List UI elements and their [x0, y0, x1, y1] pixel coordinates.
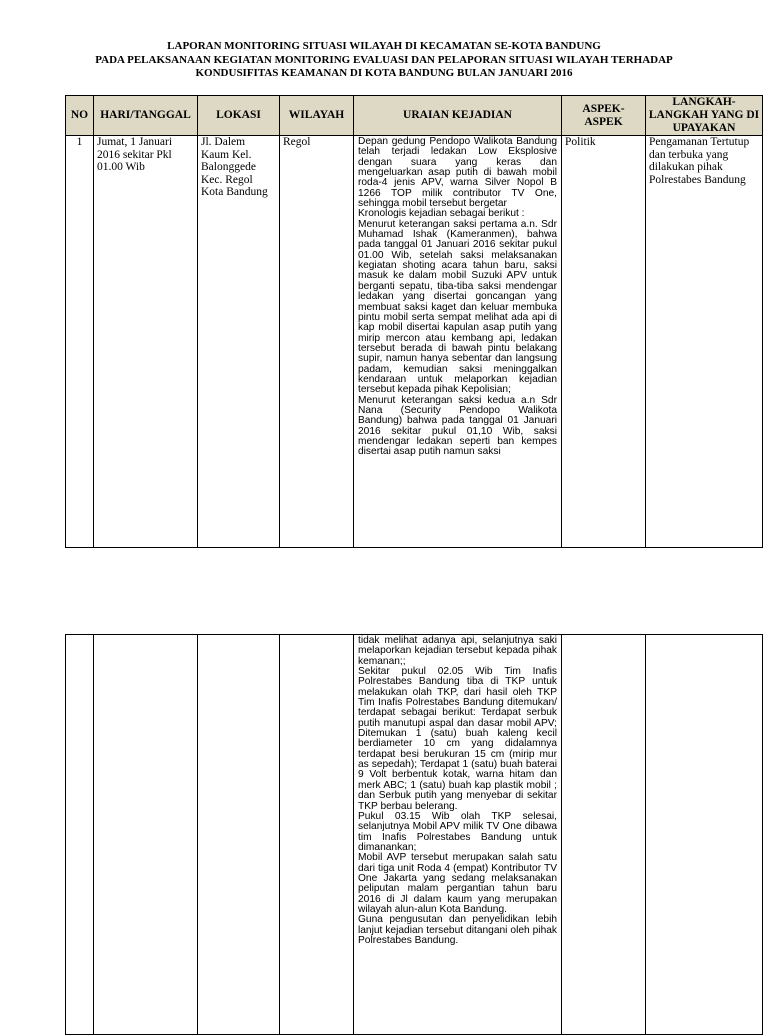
header-langkah: LANGKAH-LANGKAH YANG DI UPAYAKAN: [646, 96, 763, 136]
uraian-paragraph: tidak melihat adanya api, selanjutnya saki melaporkan kejadian tersebut kepada pihak kemanan;;: [358, 635, 557, 667]
title-line-2: PADA PELAKSANAAN KEGIATAN MONITORING EVALUASI DAN PELAPORAN SITUASI WILAYAH TERHADAP: [95, 53, 673, 66]
uraian-paragraph: Guna pengusutan dan penyelidikan lebih lanjut kejadian tersebut ditangani oleh pihak Polrestabes Bandung.: [358, 914, 557, 946]
title-line-3: KONDUSIFITAS KEAMANAN DI KOTA BANDUNG BULAN JANUARI 2016: [195, 67, 573, 79]
uraian-paragraph: Depan gedung Pendopo Walikota Bandung telah terjadi ledakan Low Eksplosive dengan suara yang keras dan mengeluarkan asap putih di bawah mobil roda-4 jenis APV, warna Silver Nopol B 1266 TOP milik contributor TV One, sehingga mobil tersebut bergetar: [358, 136, 557, 210]
cell-langkah: Pengamanan Tertutup dan terbuka yang dilakukan pihak Polrestabes Bandung: [646, 136, 763, 548]
report-table: [65, 95, 763, 548]
cell-uraian-kejadian: [354, 635, 562, 1035]
uraian-paragraph: Menurut keterangan saksi pertama a.n. Sdr Muhamad Ishak (Kameranmen), bahwa pada tanggal 01 Januari 2016 sekitar pukul 01.00 Wib, setelah saksi melaksanakan kegiatan shoting acara tahun baru, saksi masuk ke dalam mobil Suzuki APV untuk berganti sepatu, tiba-tiba saksi mendengar ledakan yang disertai goncangan yang membuat saksi kaget dan keluar membuka pintu mobil serta sempat melihat ada api di kap mobil disertai kapulan asap putih yang mirip mercon atau kembang api, ledakan tersebut berada di bawah pintu belakang supir, namun hanya sebentar dan langsung padam, kemudian saksi meninggalkan kendaraan untuk melaporkan kejadian tersebut kepada pihak Kepolisian;: [358, 218, 557, 396]
cell-wilayah: [280, 635, 354, 1035]
uraian-paragraph: Menurut keterangan saksi kedua a.n Sdr Nana (Security Pendopo Walikota Bandung) bahwa pada tanggal 01 Januari 2016 sekitar pukul 01,10 Wib, saksi mendengar ledakan seperti ban kempes disertai asap putih namun saksi: [358, 394, 557, 458]
table-header-row: [66, 96, 763, 136]
cell-wilayah: Regol: [280, 136, 354, 548]
uraian-paragraph: Sekitar pukul 02.05 Wib Tim Inafis Polrestabes Bandung tiba di TKP untuk melakukan olah TKP, dari hasil oleh TKP Tim Inafis Polrestabes Bandung ditemukan/ terdapat sebagai berikut: Terdapat serbuk putih manutupi aspal dan dasar mobil APV; Ditemukan 1 (satu) buah kaleng kecil berdiameter 10 cm yang didalamnya terdapat besi berukuran 15 cm (mirip mur as sepedah); Terdapat 1 (satu) buah baterai 9 Volt berbentuk kotak, warna hitam dan merk ABC; 1 (satu) buah kap plastik mobil ; dan Serbuk putih yang menyebar di sekitar TKP berbau belerang.: [358, 666, 557, 812]
cell-lokasi: Jl. Dalem Kaum Kel. Balonggede Kec. Regol Kota Bandung: [198, 136, 280, 548]
cell-no: 1: [66, 136, 94, 548]
cell-aspek: Politik: [562, 136, 646, 548]
header-wilayah: WILAYAH: [280, 96, 354, 136]
uraian-paragraph: Pukul 03.15 Wib olah TKP selesai, selanjutnya Mobil APV milik TV One dibawa tim Inafis Polrestabes Bandung untuk dimanankan;: [358, 810, 557, 853]
uraian-paragraph: Kronologis kejadian sebagai berikut :: [358, 208, 525, 220]
cell-aspek: [562, 635, 646, 1035]
report-title: [0, 40, 768, 81]
cell-hari-tanggal: Jumat, 1 Januari 2016 sekitar Pkl 01.00 Wib: [94, 136, 198, 548]
cell-langkah: [646, 635, 763, 1035]
table-row: [66, 136, 763, 548]
header-no: NO: [66, 96, 94, 136]
cell-hari-tanggal: [94, 635, 198, 1035]
report-table-continued: [65, 634, 763, 1035]
cell-lokasi: [198, 635, 280, 1035]
header-aspek: ASPEK-ASPEK: [562, 96, 646, 136]
table-row: [66, 635, 763, 1035]
header-uraian-kejadian: URAIAN KEJADIAN: [354, 96, 562, 136]
cell-no: [66, 635, 94, 1035]
uraian-paragraph: Mobil AVP tersebut merupakan salah satu dari tiga unit Roda 4 (empat) Kontributor TV One Jakarta yang sedang melaksanakan peliputan malam pergantian tahun baru 2016 di Jl dalam kaum yang merupakan wilayah alun-alun Kota Bandung.: [358, 852, 557, 915]
header-lokasi: LOKASI: [198, 96, 280, 136]
title-line-1: LAPORAN MONITORING SITUASI WILAYAH DI KECAMATAN SE-KOTA BANDUNG: [167, 40, 601, 52]
header-hari-tanggal: HARI/TANGGAL: [94, 96, 198, 136]
cell-uraian-kejadian: [354, 136, 562, 548]
